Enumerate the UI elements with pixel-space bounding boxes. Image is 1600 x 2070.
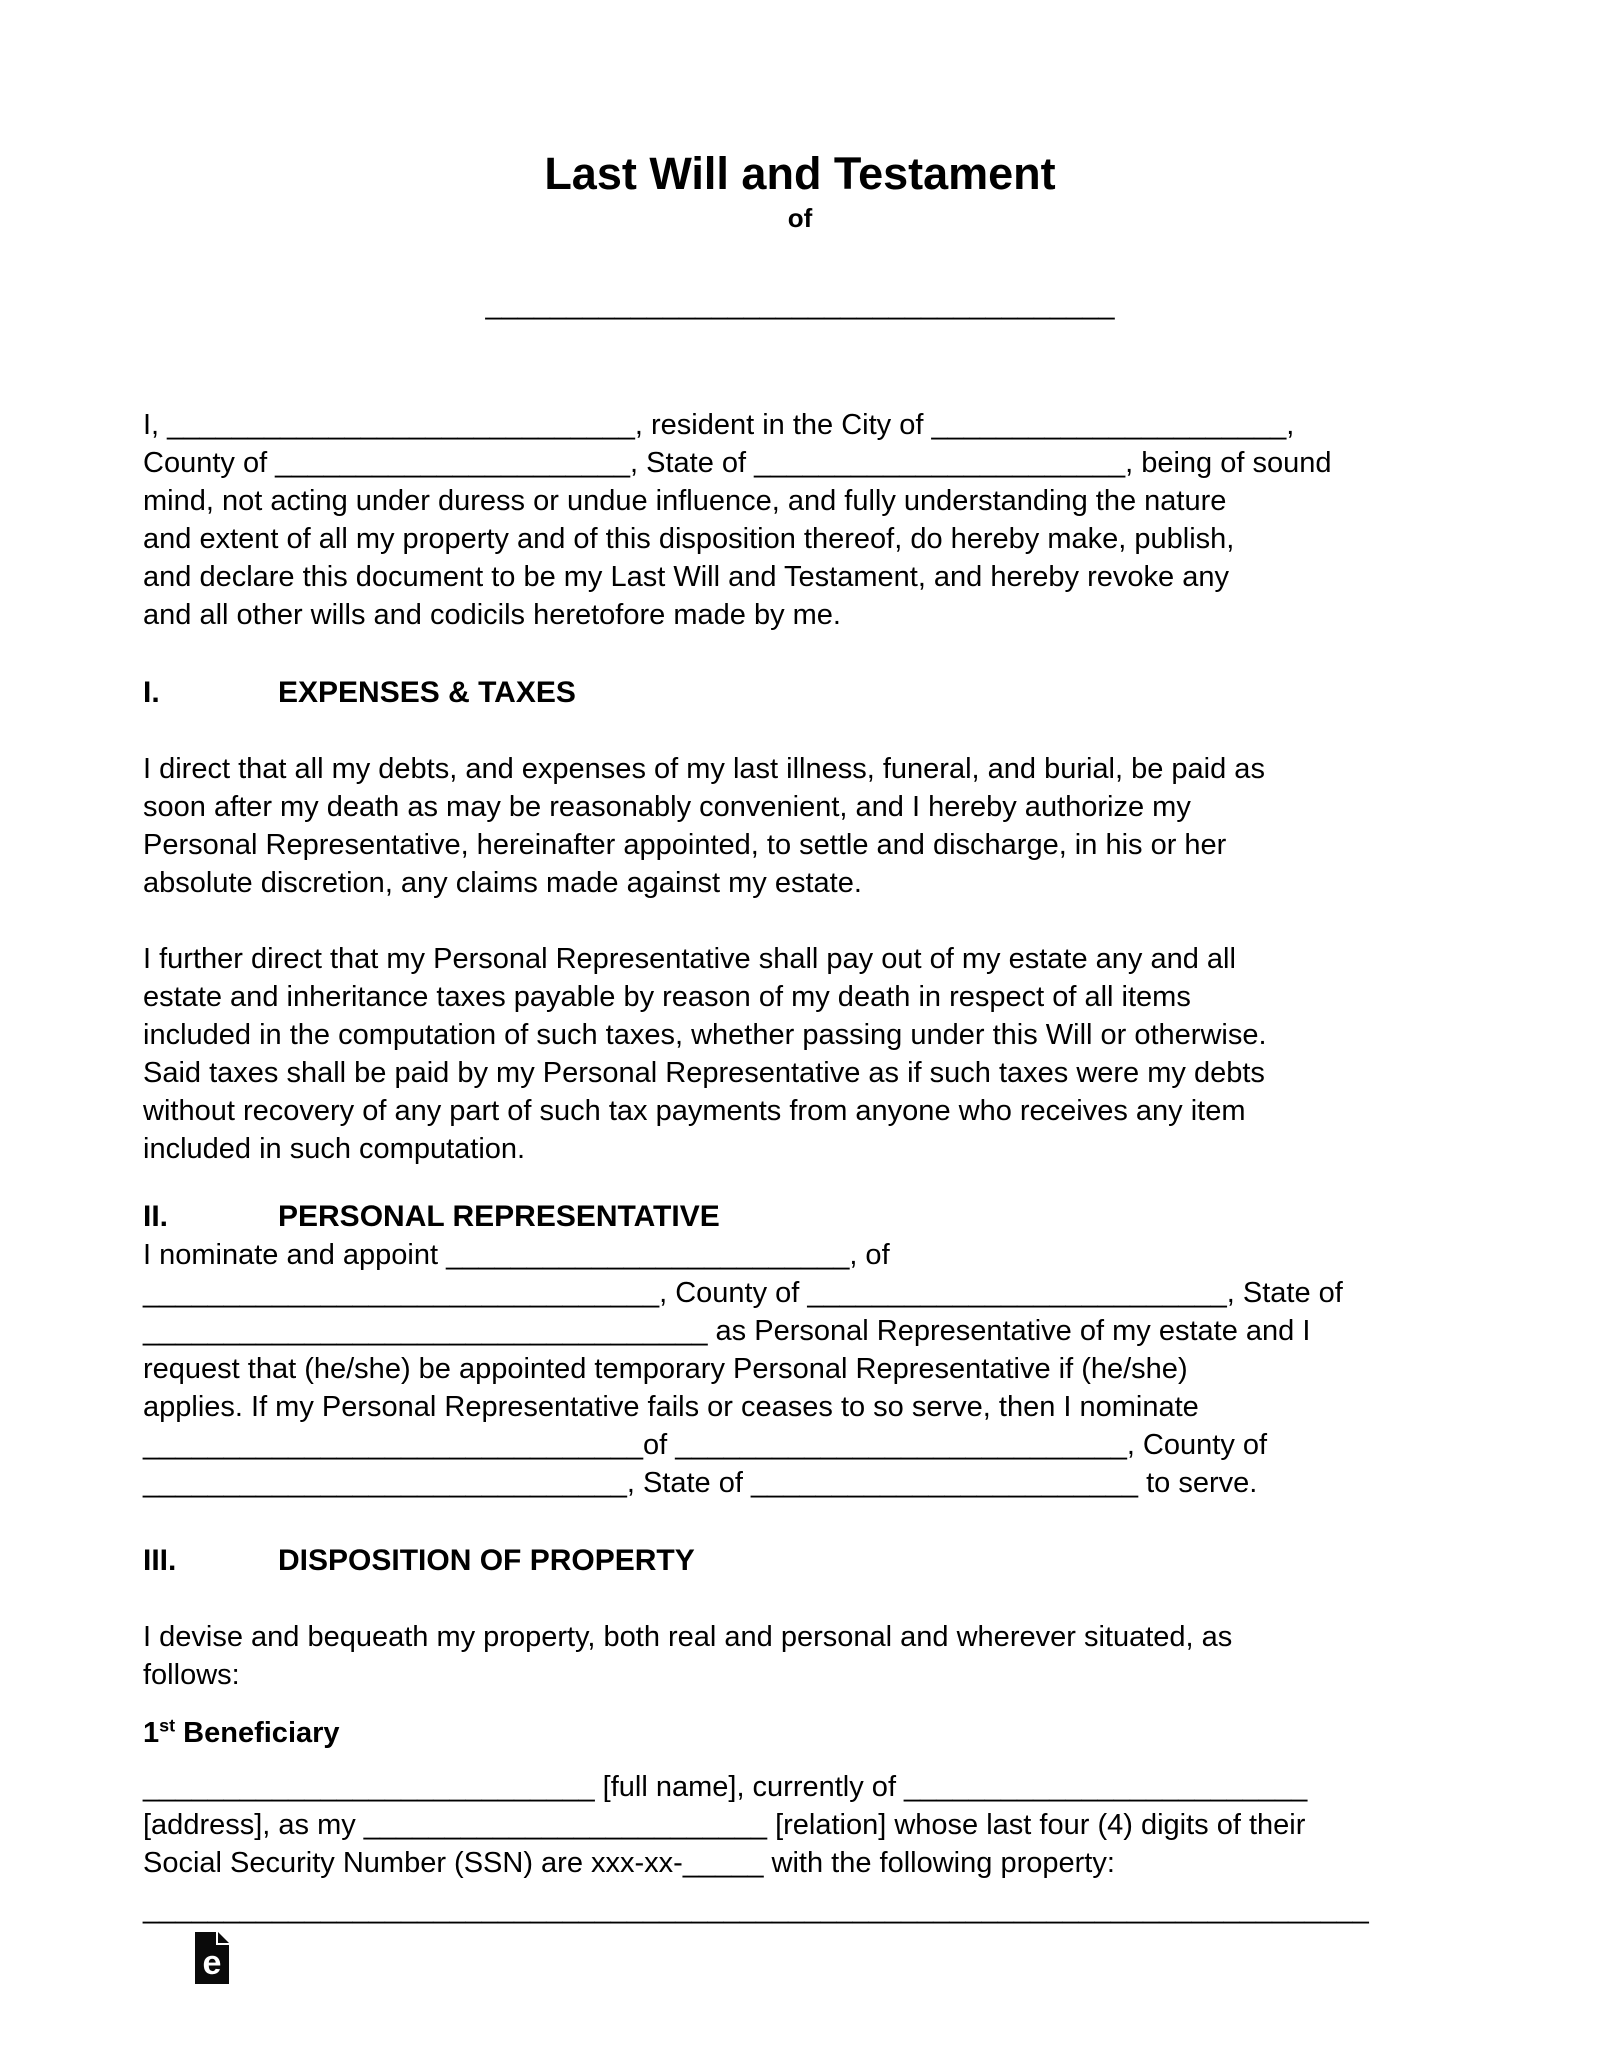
paragraph-line: Personal Representative, hereinafter appointed, to settle and discharge, in his or her (143, 829, 1227, 861)
paragraph-line: soon after my death as may be reasonably convenient, and I hereby authorize my (143, 791, 1191, 823)
paragraph-line: [address], as my _________________________ [relation] whose last four (4) digits of their (143, 1809, 1306, 1841)
paragraph-line: I nominate and appoint _________________________, of (143, 1239, 890, 1271)
section-heading-expenses-taxes (143, 674, 1457, 712)
document-title: Last Will and Testament (544, 148, 1056, 199)
section-heading-personal-representative (143, 1198, 1457, 1236)
paragraph-line: included in the computation of such taxes, whether passing under this Will or otherwise. (143, 1019, 1267, 1051)
paragraph-line: I, _____________________________, resident in the City of ______________________, (143, 409, 1295, 441)
logo-letter: e (202, 1944, 222, 1982)
section-heading-label: EXPENSES & TAXES (278, 676, 576, 709)
expenses-paragraph-2 (143, 940, 1457, 1168)
paragraph-line: included in such computation. (143, 1133, 526, 1165)
paragraph-line: ____________________________ [full name], currently of _________________________ (143, 1771, 1308, 1803)
paragraph-line: ______________________________, State of ________________________ to serve. (143, 1467, 1258, 1499)
paragraph-line: County of ______________________, State of _______________________, being of sound (143, 447, 1332, 479)
expenses-paragraph-1 (143, 750, 1457, 902)
first-beneficiary-heading (143, 1714, 1457, 1752)
paragraph-line: applies. If my Personal Representative fails or ceases to so serve, then I nominate (143, 1391, 1199, 1423)
paragraph-line: follows: (143, 1659, 240, 1691)
paragraph-line: request that (he/she) be appointed temporary Personal Representative if (he/she) (143, 1353, 1188, 1385)
paragraph-line: I further direct that my Personal Representative shall pay out of my estate any and all (143, 943, 1236, 975)
paragraph-line: _______________________________of ____________________________, County of (143, 1429, 1268, 1461)
intro-paragraph (143, 406, 1457, 634)
paragraph-line: and declare this document to be my Last Will and Testament, and hereby revoke any (143, 561, 1229, 593)
paragraph-line: Social Security Number (SSN) are xxx-xx-_____ with the following property: (143, 1847, 1115, 1879)
paragraph-line: absolute discretion, any claims made against my estate. (143, 867, 862, 899)
paragraph-line: I direct that all my debts, and expenses of my last illness, funeral, and burial, be paid as (143, 753, 1265, 785)
disposition-paragraph (143, 1618, 1457, 1694)
beneficiary-paragraph (143, 1768, 1457, 1882)
section-numeral: II. (143, 1200, 169, 1233)
footer-rule: ____________________________________________________________________________ (143, 1893, 1369, 1925)
section-numeral: III. (143, 1544, 177, 1577)
section-heading-disposition-of-property (143, 1542, 1457, 1580)
section-numeral: I. (143, 676, 160, 709)
paragraph-line: ________________________________, County of __________________________, State of (143, 1277, 1343, 1309)
paragraph-line: and all other wills and codicils heretofore made by me. (143, 599, 841, 631)
paragraph-line: Said taxes shall be paid by my Personal Representative as if such taxes were my debts (143, 1057, 1265, 1089)
testator-name-blank: _______________________________________ (485, 289, 1115, 321)
paragraph-line: mind, not acting under duress or undue influence, and fully understanding the nature (143, 485, 1227, 517)
paragraph-line: ___________________________________ as Personal Representative of my estate and I (143, 1315, 1311, 1347)
document-subtitle: of (787, 203, 813, 233)
beneficiary-ordinal: st (159, 1715, 176, 1736)
beneficiary-label: Beneficiary (175, 1717, 340, 1749)
section-heading-label: PERSONAL REPRESENTATIVE (278, 1200, 720, 1233)
paragraph-line: without recovery of any part of such tax payments from anyone who receives any item (143, 1095, 1246, 1127)
eforms-logo-icon (195, 1932, 229, 1984)
personal-representative-paragraph (143, 1236, 1457, 1502)
section-heading-label: DISPOSITION OF PROPERTY (278, 1544, 695, 1577)
beneficiary-number: 1 (143, 1717, 160, 1749)
paragraph-line: estate and inheritance taxes payable by reason of my death in respect of all items (143, 981, 1191, 1013)
paragraph-line: I devise and bequeath my property, both real and personal and wherever situated, as (143, 1621, 1233, 1653)
paragraph-line: and extent of all my property and of this disposition thereof, do hereby make, publish, (143, 523, 1235, 555)
